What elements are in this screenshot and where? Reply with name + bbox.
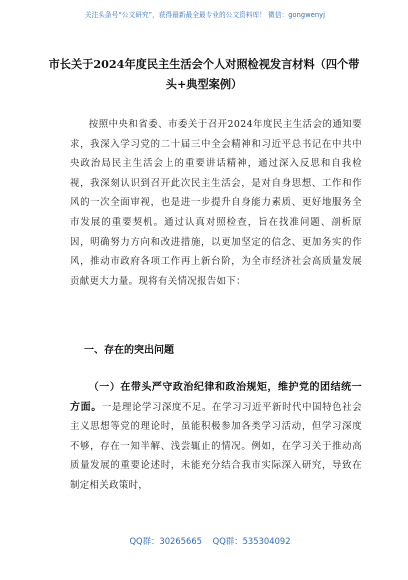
intro-paragraph: 按照中央和省委、市委关于召开2024年度民主生活会的通知要求，我深入学习党的二十届三中全会精神和习近平总书记在中共中央政治局民主生活会上的重要讲话精神，通过深入反思和自我检视，我深刻认识到召开此次民主生活会，是对自身思想、工作和作风的一次全面审视，也是进一步提升自身能力素质、更好地服务全市发展的重要契机。通过认真对照检查，旨在找准问题、剖析原因，明确努力方向和改进措施，以更加坚定的信念、更加务实的作风，推动市政府各项工作再上新台阶，为全市经济社会高质量发展贡献更大力量。现将有关情况报告如下：: [70, 119, 362, 287]
subsection-paragraph: [70, 378, 362, 496]
header-banner: 关注头条号“公文研究”，获得最新最全最专业的公文资料库！ 微信：gongwenyj: [84, 11, 326, 19]
footer-qq-group-2: QQ群：535304092: [212, 536, 291, 546]
footer-qq-group-1: QQ群：30265665: [129, 536, 202, 546]
subsection-lead: （一）在带头严守政治纪律和政治规矩，维护党的团结统一方面。: [70, 382, 362, 413]
document-title: 市长关于2024年度民主生活会个人对照检视发言材料（四个带头+典型案例）: [48, 57, 360, 91]
subsection-body: 一是理论学习深度不足。在学习习近平新时代中国特色社会主义思想等党的理论时，虽能积极参加各类学习活动，但学习深度不够，存在一知半解、浅尝辄止的情况。例如，在学习关于推动高质量发展的重要论述时，未能充分结合我市实际深入研究，导致在制定相关政策时，: [70, 401, 363, 491]
section-heading: 一、存在的突出问题: [84, 345, 174, 356]
footer: [100, 535, 320, 547]
